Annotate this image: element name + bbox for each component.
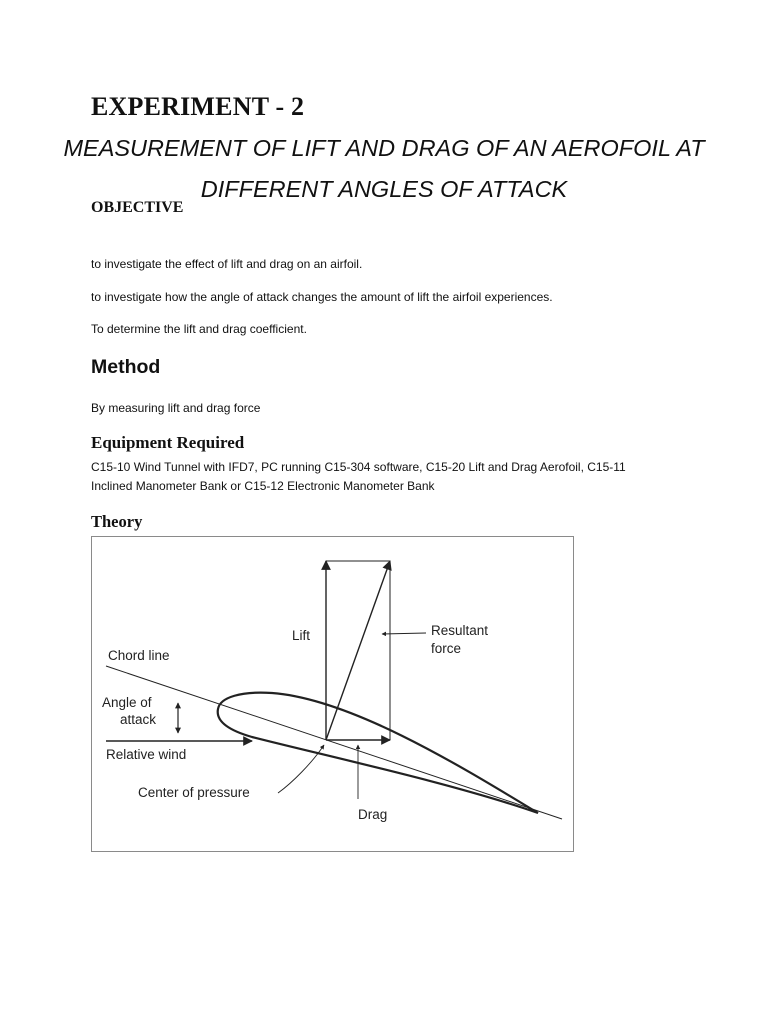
- subtitle-line-1: MEASUREMENT OF LIFT AND DRAG OF AN AEROFOIL AT: [63, 135, 705, 161]
- relative-wind-label: Relative wind: [106, 747, 187, 762]
- airfoil-diagram-svg: [92, 537, 573, 851]
- angle-of-attack-label-line1: Angle of: [102, 695, 152, 710]
- resultant-label-line2: force: [431, 641, 462, 656]
- equipment-heading: Equipment Required: [91, 433, 245, 452]
- objective-item: to investigate the effect of lift and drag on an airfoil.: [91, 257, 363, 271]
- objective-heading: OBJECTIVE: [91, 199, 184, 216]
- center-of-pressure-label: Center of pressure: [138, 785, 250, 800]
- equipment-text: [91, 458, 671, 496]
- drag-label: Drag: [358, 807, 388, 822]
- resultant-pointer: [382, 633, 426, 634]
- equipment-line-2: Inclined Manometer Bank or C15-12 Electronic Manometer Bank: [91, 479, 435, 493]
- chord-line-label: Chord line: [108, 648, 170, 663]
- resultant-arrow: [326, 561, 390, 740]
- angle-of-attack-label-line2: attack: [120, 712, 157, 727]
- objective-item: To determine the lift and drag coefficient.: [91, 322, 307, 336]
- equipment-line-1: C15-10 Wind Tunnel with IFD7, PC running C15-304 software, C15-20 Lift and Drag Aerofoil, C15-11: [91, 460, 626, 474]
- experiment-title: EXPERIMENT - 2: [91, 92, 305, 121]
- theory-heading: Theory: [91, 512, 143, 531]
- airfoil-force-diagram: [91, 536, 574, 852]
- experiment-subtitle: [40, 128, 728, 210]
- method-heading: Method: [91, 356, 161, 378]
- resultant-label-line1: Resultant: [431, 623, 489, 638]
- lift-label: Lift: [292, 628, 311, 643]
- method-text: By measuring lift and drag force: [91, 401, 261, 415]
- objective-item: to investigate how the angle of attack changes the amount of lift the airfoil experiences.: [91, 290, 553, 304]
- subtitle-line-2: DIFFERENT ANGLES OF ATTACK: [200, 176, 568, 202]
